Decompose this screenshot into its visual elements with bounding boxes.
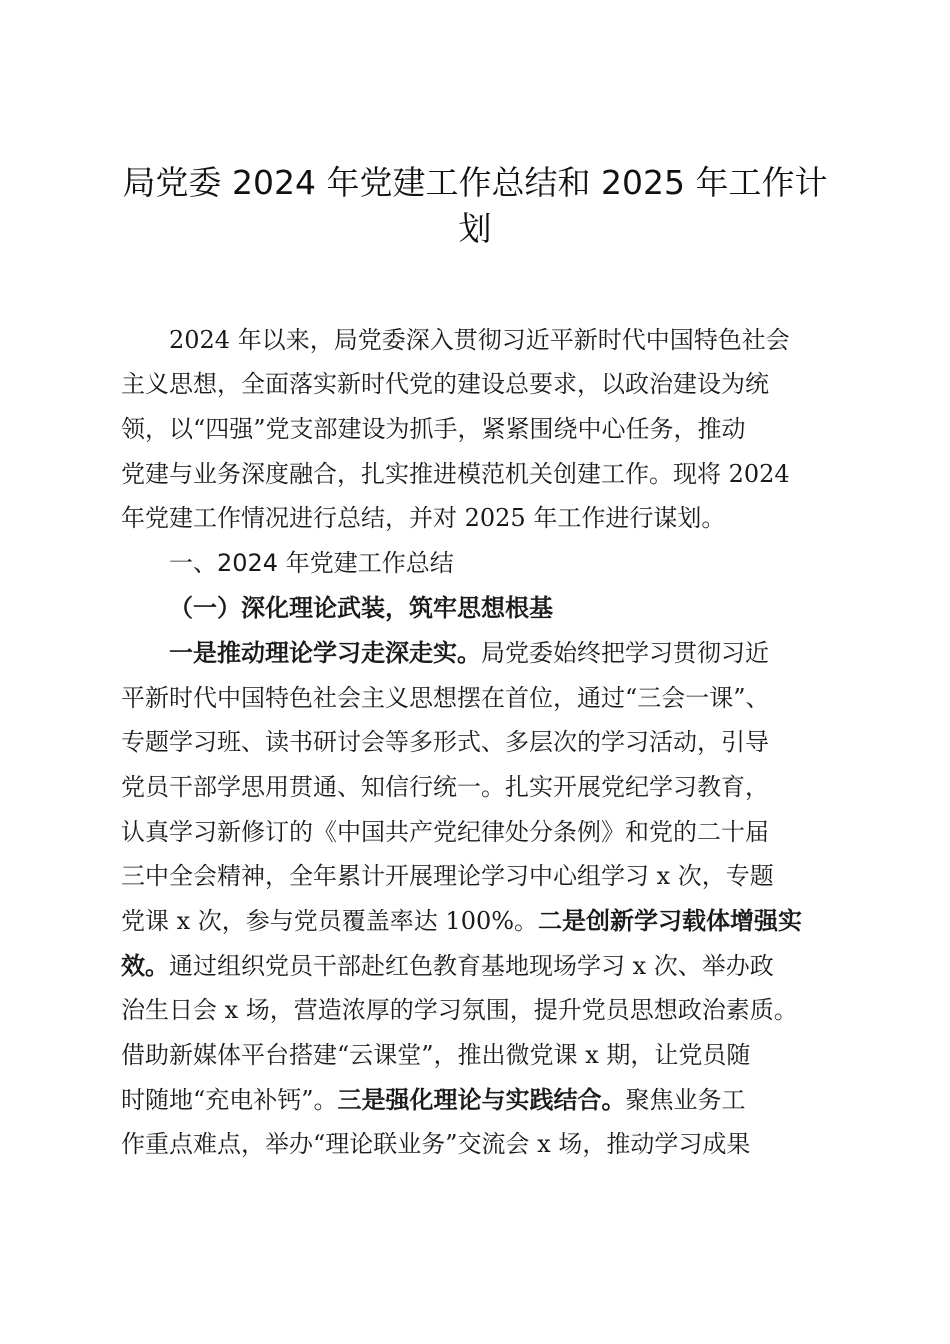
key-point-3: 三是强化理论与实践结合。 — [337, 1085, 626, 1114]
body-line-5: 认真学习新修订的《中国共产党纪律处分条例》和党的二十届 — [121, 818, 769, 846]
intro-line-2: 主义思想，全面落实新时代党的建设总要求，以政治建设为统 — [121, 370, 769, 398]
body-line-4: 党员干部学思用贯通、知信行统一。扎实开展党纪学习教育， — [121, 773, 769, 801]
body-text: 通过组织党员干部赴红色教育基地现场学习 x 次、举办政 — [169, 952, 774, 980]
body-text: 时随地“充电补钙”。 — [121, 1086, 338, 1114]
title-line-2: 划 — [458, 209, 492, 248]
document-title — [110, 160, 840, 252]
intro-line-4: 党建与业务深度融合，扎实推进模范机关创建工作。现将 2024 — [121, 460, 790, 488]
intro-line-5: 年党建工作情况进行总结，并对 2025 年工作进行谋划。 — [121, 504, 726, 532]
body-line-1 — [169, 638, 833, 668]
body-line-7 — [121, 906, 833, 936]
body-line-8 — [121, 951, 833, 981]
body-line-6: 三中全会精神，全年累计开展理论学习中心组学习 x 次，专题 — [121, 862, 774, 890]
body-line-3: 专题学习班、读书研讨会等多形式、多层次的学习活动，引导 — [121, 728, 769, 756]
body-text: 党课 x 次，参与党员覆盖率达 100%。 — [121, 907, 539, 935]
intro-line-3: 领，以“四强”党支部建设为抓手，紧紧围绕中心任务，推动 — [121, 415, 746, 443]
body-line-9: 治生日会 x 场，营造浓厚的学习氛围，提升党员思想政治素质。 — [121, 996, 798, 1024]
key-point-2: 二是创新学习载体增强实 — [538, 906, 803, 935]
title-line-1: 局党委 2024 年党建工作总结和 2025 年工作计 — [122, 163, 828, 202]
body-line-12: 作重点难点，举办“理论联业务”交流会 x 场，推动学习成果 — [121, 1130, 751, 1158]
key-point-2-end: 效。 — [121, 951, 169, 980]
subsection-heading: （一）深化理论武装，筑牢思想根基 — [169, 593, 553, 622]
body-text: 局党委始终把学习贯彻习近 — [481, 639, 769, 667]
body-line-11 — [121, 1085, 833, 1115]
body-text: 聚焦业务工 — [625, 1086, 746, 1114]
body-line-2: 平新时代中国特色社会主义思想摆在首位，通过“三会一课”、 — [121, 684, 770, 712]
intro-line-1: 2024 年以来，局党委深入贯彻习近平新时代中国特色社会 — [169, 326, 790, 354]
section-heading: 一、2024 年党建工作总结 — [169, 549, 454, 577]
body-line-10: 借助新媒体平台搭建“云课堂”，推出微党课 x 期，让党员随 — [121, 1041, 751, 1069]
key-point-1: 一是推动理论学习走深走实。 — [169, 638, 481, 667]
